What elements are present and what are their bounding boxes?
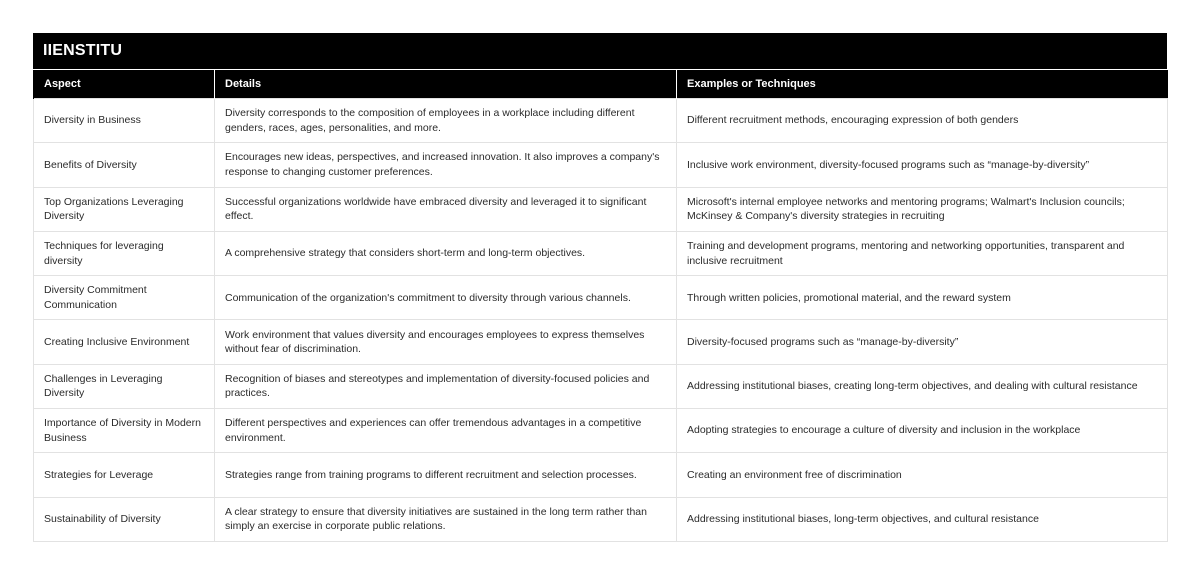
cell-aspect: Benefits of Diversity bbox=[34, 143, 215, 187]
column-header-details: Details bbox=[215, 70, 677, 99]
cell-details: Recognition of biases and stereotypes and implementation of diversity-focused policies and practices. bbox=[215, 364, 677, 408]
table-row bbox=[34, 453, 1168, 497]
cell-examples: Microsoft's internal employee networks and mentoring programs; Walmart's Inclusion councils; McKinsey & Company's diversity strategies in recruiting bbox=[677, 187, 1168, 231]
cell-examples: Training and development programs, mentoring and networking opportunities, transparent and inclusive recruitment bbox=[677, 231, 1168, 275]
brand-header bbox=[33, 33, 1167, 69]
cell-examples: Diversity-focused programs such as “manage-by-diversity” bbox=[677, 320, 1168, 364]
table-row bbox=[34, 364, 1168, 408]
cell-examples: Creating an environment free of discrimination bbox=[677, 453, 1168, 497]
cell-details: Work environment that values diversity and encourages employees to express themselves without fear of discrimination. bbox=[215, 320, 677, 364]
cell-examples: Different recruitment methods, encouraging expression of both genders bbox=[677, 99, 1168, 143]
column-header-examples: Examples or Techniques bbox=[677, 70, 1168, 99]
cell-examples: Addressing institutional biases, long-term objectives, and cultural resistance bbox=[677, 497, 1168, 541]
table-row bbox=[34, 409, 1168, 453]
cell-aspect: Diversity in Business bbox=[34, 99, 215, 143]
table-row bbox=[34, 187, 1168, 231]
cell-aspect: Sustainability of Diversity bbox=[34, 497, 215, 541]
cell-examples: Through written policies, promotional material, and the reward system bbox=[677, 276, 1168, 320]
cell-aspect: Importance of Diversity in Modern Business bbox=[34, 409, 215, 453]
table-row bbox=[34, 99, 1168, 143]
table-row bbox=[34, 231, 1168, 275]
cell-aspect: Creating Inclusive Environment bbox=[34, 320, 215, 364]
cell-examples: Adopting strategies to encourage a culture of diversity and inclusion in the workplace bbox=[677, 409, 1168, 453]
cell-details: Diversity corresponds to the composition of employees in a workplace including different genders, races, ages, personalities, and more. bbox=[215, 99, 677, 143]
cell-aspect: Strategies for Leverage bbox=[34, 453, 215, 497]
table-row bbox=[34, 320, 1168, 364]
table-row bbox=[34, 143, 1168, 187]
cell-details: Successful organizations worldwide have embraced diversity and leveraged it to significant effect. bbox=[215, 187, 677, 231]
cell-examples: Addressing institutional biases, creating long-term objectives, and dealing with cultural resistance bbox=[677, 364, 1168, 408]
cell-details: A comprehensive strategy that considers short-term and long-term objectives. bbox=[215, 231, 677, 275]
cell-details: Different perspectives and experiences can offer tremendous advantages in a competitive environment. bbox=[215, 409, 677, 453]
table-container bbox=[33, 33, 1167, 542]
table-row bbox=[34, 276, 1168, 320]
data-table bbox=[33, 69, 1168, 542]
cell-details: Encourages new ideas, perspectives, and increased innovation. It also improves a company's response to changing customer preferences. bbox=[215, 143, 677, 187]
cell-examples: Inclusive work environment, diversity-focused programs such as “manage-by-diversity” bbox=[677, 143, 1168, 187]
cell-aspect: Challenges in Leveraging Diversity bbox=[34, 364, 215, 408]
cell-details: A clear strategy to ensure that diversity initiatives are sustained in the long term rather than simply an exercise in corporate public relations. bbox=[215, 497, 677, 541]
header-row bbox=[34, 70, 1168, 99]
table-row bbox=[34, 497, 1168, 541]
cell-aspect: Top Organizations Leveraging Diversity bbox=[34, 187, 215, 231]
brand-title: IIENSTITU bbox=[43, 42, 123, 59]
cell-aspect: Diversity Commitment Communication bbox=[34, 276, 215, 320]
column-header-aspect: Aspect bbox=[34, 70, 215, 99]
cell-aspect: Techniques for leveraging diversity bbox=[34, 231, 215, 275]
cell-details: Strategies range from training programs to different recruitment and selection processes. bbox=[215, 453, 677, 497]
cell-details: Communication of the organization's commitment to diversity through various channels. bbox=[215, 276, 677, 320]
